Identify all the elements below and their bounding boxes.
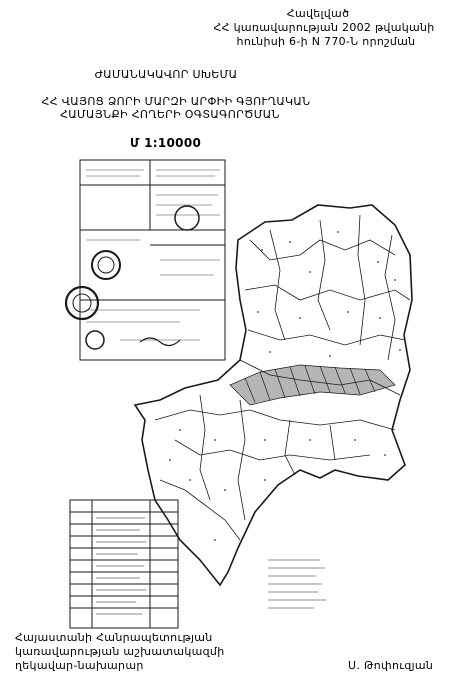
document-title: ԺԱՄԱՆԱԿԱՎՈՐ ՍԽԵՄԱ <box>94 68 238 81</box>
org-line-2: կառավարության աշխատակազմի <box>15 645 225 658</box>
scale-label: Մ 1:10000 <box>130 136 202 150</box>
annex-label: Հավելված <box>286 7 350 20</box>
river-band <box>230 365 395 405</box>
org-line-1: Հայաստանի Հանրապետության <box>15 631 213 644</box>
legend-table <box>70 500 178 628</box>
approval-sheets <box>66 160 225 360</box>
decision-line-2: հունիսի 6-ի N 770-Ն որոշման <box>236 35 416 48</box>
parcel-legend <box>268 560 326 608</box>
signatory-name: Ս. Թոփուզյան <box>348 659 434 672</box>
position-title: ղեկավար-նախարար <box>15 659 144 672</box>
subtitle-line-2: ՀԱՄԱՅՆՔԻ ՀՈՂԵՐԻ ՕԳՏԱԳՈՐԾՄԱՆ <box>60 108 280 121</box>
subtitle-line-1: ՀՀ ՎԱՅՈՑ ՁՈՐԻ ՄԱՐԶԻ ԱՐՓԻԻ ԳՅՈՒՂԱԿԱՆ <box>41 95 311 108</box>
decision-line-1: ՀՀ կառավարության 2002 թվականի <box>213 21 435 34</box>
